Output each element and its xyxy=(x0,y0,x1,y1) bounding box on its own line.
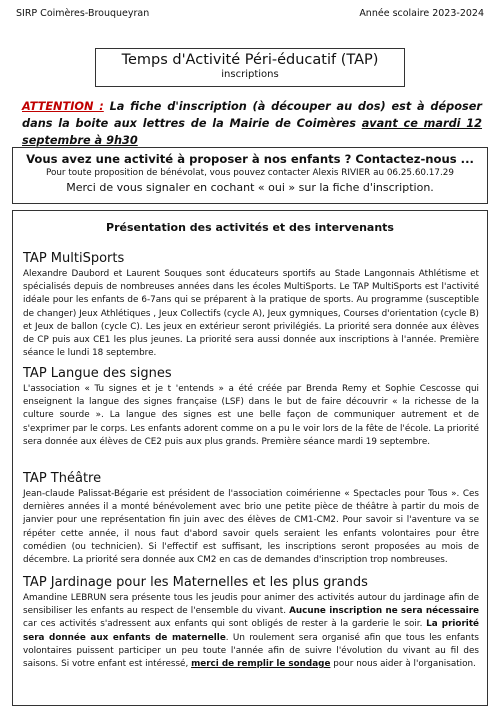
priority-note: La priorité sera donnée aux enfants de maternelle xyxy=(23,619,479,643)
page-title: Temps d'Activité Péri-éducatif (TAP) xyxy=(121,52,379,68)
section-text: Alexandre Daubord et Laurent Souques sont éducateurs sportifs au Stade Langonnais Athlétisme et spécialisés depuis de nombreuses années dans les écoles MultiSports. Le TAP MultiSports est l'activité idéale pour les enfants de 6-7ans qui se préparent à la pratique de sports. Au programme (susceptible de changer) Jeux Athlétiques , Jeux Collectifs (cycle A), Jeux gymniques, Courses d'orientation (cycle B) et Jeux de ballon (cycle C). Les jeux en extérieur seront privilégiés. La priorité sera donnée aux élèves de CP puis aux CE1 les plus jeunes. La priorité sera aussi donnée aux inscriptions à l'année. Première séance le lundi 18 septembre. xyxy=(23,269,479,359)
text-part: pour nous aider à l'organisation. xyxy=(330,659,476,670)
proposal-heading: Vous avez une activité à proposer à nos enfants ? Contactez-nous ... xyxy=(26,152,474,166)
section-text: Jean-claude Palissat-Bégarie est président de l'association coimérienne « Spectacles pour Tous ». Ces dernières années il a monté bénévolement avec brio une petite pièce de théâtre à partir du mois de janvier pour une représentation fin juin avec des élèves de CM1-CM2. Pour savoir si l'aventure va se répéter cette année, il nous faut d'abord savoir quels seraient les enfants volontaires pour être comédien (ou technicien). Si l'effectif est suffisant, les inscriptions seront proposées au mois de décembre. La priorité sera donnée aux CM2 en cas de demandes d'inscription trop nombreuses. xyxy=(23,489,479,566)
section-title: TAP Théâtre xyxy=(23,471,102,486)
proposal-contact: Pour toute proposition de bénévolat, vous pouvez contacter Alexis RIVIER au 06.25.60.17.29 xyxy=(45,168,454,178)
attention-text: La fiche d'inscription (à découper au dos) est à déposer dans la boite aux lettres de la Mairie de Coimères xyxy=(22,100,482,130)
section-text xyxy=(23,592,479,671)
proposal-note: Merci de vous signaler en cochant « oui » sur la fiche d'inscription. xyxy=(66,181,434,194)
activities-box xyxy=(12,210,488,706)
section-multisports xyxy=(23,251,479,360)
survey-note: merci de remplir le sondage xyxy=(191,659,331,670)
section-title: TAP MultiSports xyxy=(23,251,125,266)
section-title: TAP Jardinage pour les Maternelles et les plus grands xyxy=(23,575,368,590)
no-registration-note: Aucune inscription ne sera nécessaire xyxy=(289,606,479,617)
text-part: . Un roulement sera organisé afin que tous les enfants volontaires puissent participer un peu toute l'année afin de suivre l'évolution du vivant au fil des saisons. Si votre enfant est intéressé, xyxy=(23,632,479,670)
section-theatre xyxy=(23,471,479,567)
title-box xyxy=(95,48,405,87)
presentation-title: Présentation des activités et des intervenants xyxy=(106,221,394,234)
attention-deadline: avant ce mardi 12 septembre à 9h30 xyxy=(22,117,483,147)
section-text: L'association « Tu signes et je t 'entends » a été créée par Brenda Remy et Sophie Cescosse qui enseignent la langue des signes française (LSF) dans le but de faire découvrir « la richesse de la culture sourde ». La langue des signes est une belle façon de communiquer autrement et de s'exprimer par le corps. Les enfants adorent comme on a pu le voir lors de la fête de l'école. La priorité sera donnée aux élèves de CE2 puis aux plus grands. Première séance mardi 19 septembre. xyxy=(23,384,479,447)
school-name: SIRP Coimères-Brouqueyran xyxy=(16,8,150,19)
text-part: Amandine LEBRUN sera présente tous les jeudis pour animer des activités autour du jardinage afin de sensibiliser les enfants au respect de l'ensemble du vivant. xyxy=(23,593,479,617)
school-year: Année scolaire 2023-2024 xyxy=(359,8,484,19)
text-part: car ces activités s'adressent aux enfants qui sont obligés de rester à la garderie le soir. xyxy=(23,619,427,630)
section-langue-des-signes xyxy=(23,366,479,449)
attention-notice xyxy=(22,98,482,149)
page-header xyxy=(16,8,484,19)
section-jardinage xyxy=(23,575,479,671)
attention-label: ATTENTION : xyxy=(22,100,104,113)
section-title: TAP Langue des signes xyxy=(23,366,172,381)
proposal-box xyxy=(12,147,488,204)
page-subtitle: inscriptions xyxy=(221,69,279,80)
